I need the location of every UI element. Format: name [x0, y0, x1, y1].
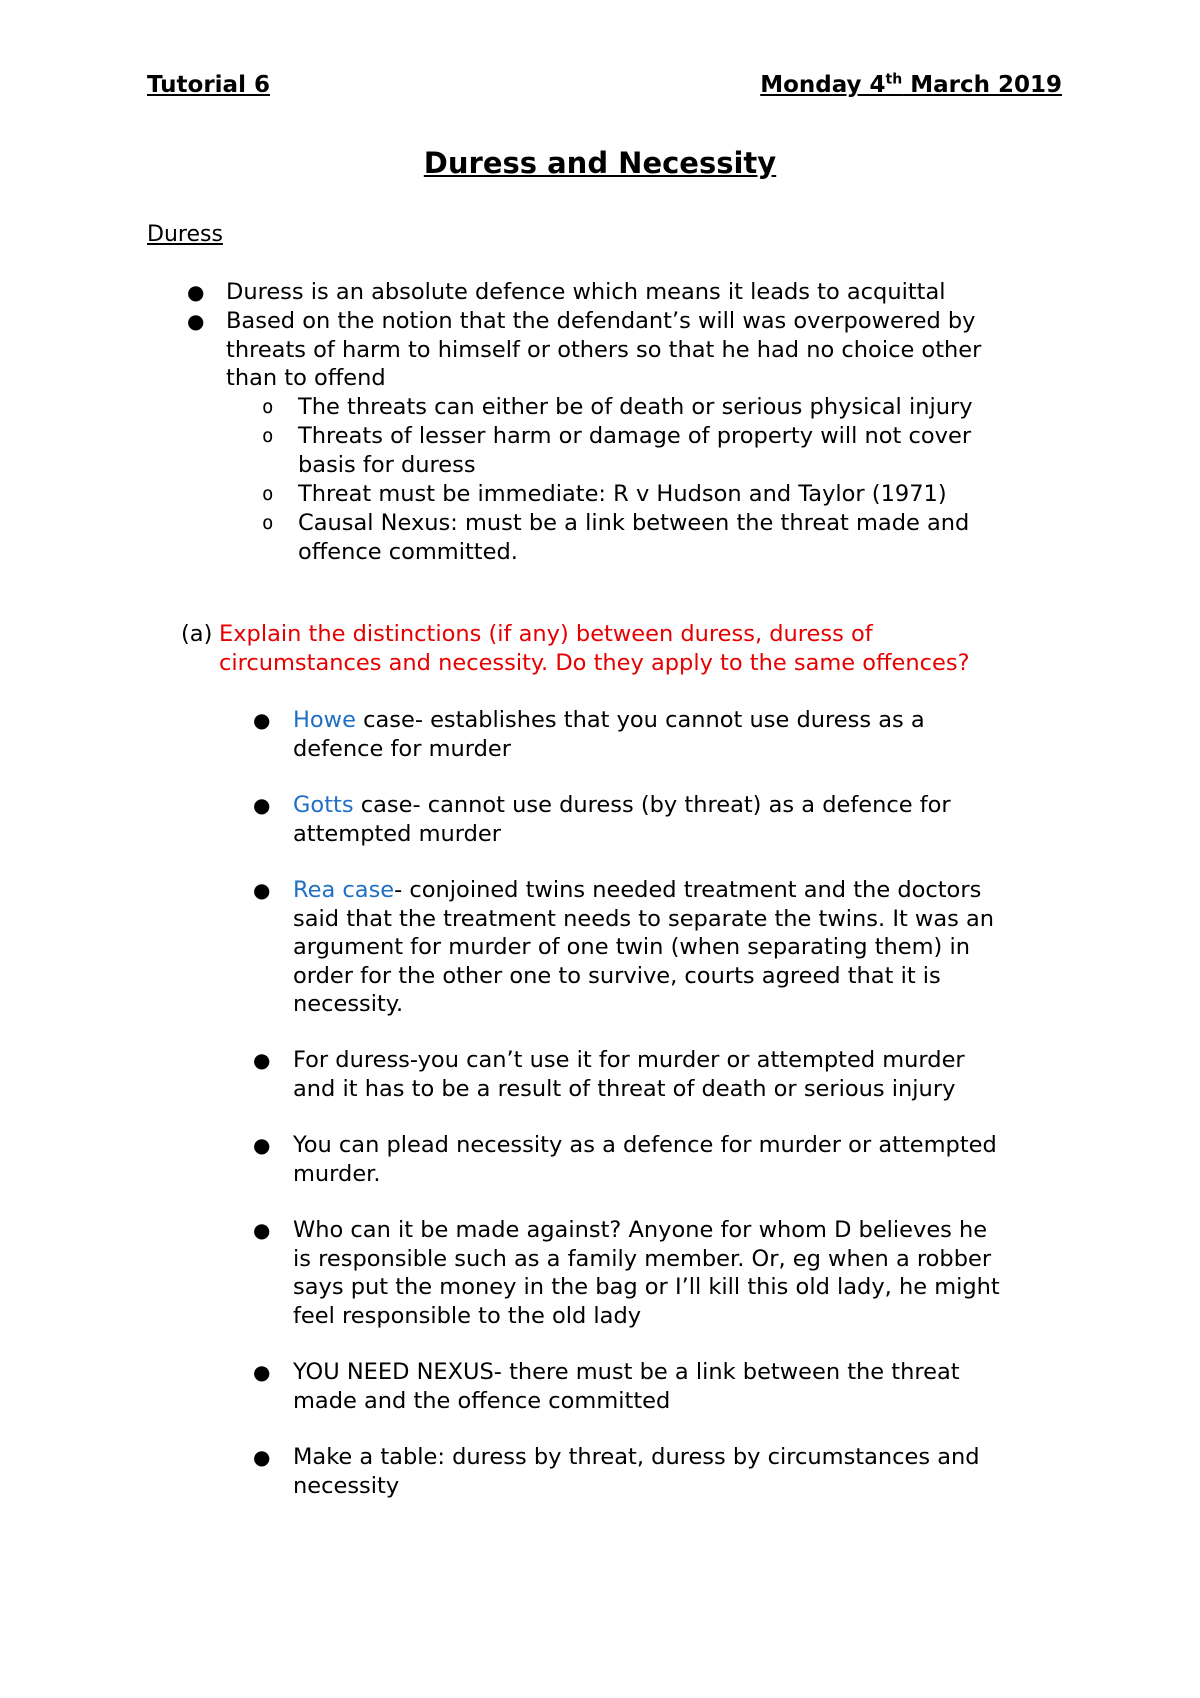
list-item-text: Who can it be made against? Anyone for whom D believes he [293, 1217, 988, 1243]
question-text [219, 620, 970, 677]
sub-bullet-icon: o [262, 512, 274, 534]
bullet-icon: ● [187, 280, 205, 304]
list-item-text: says put the money in the bag or I’ll kill this old lady, he might [293, 1274, 1000, 1300]
list-item-text: Make a table: duress by threat, duress by circumstances and [293, 1444, 980, 1470]
case-name-gotts: Gotts [293, 792, 354, 818]
list-item-text: threats of harm to himself or others so that he had no choice other [226, 336, 982, 363]
list-item-text: You can plead necessity as a defence for murder or attempted [293, 1132, 997, 1158]
list-item [293, 1046, 965, 1103]
list-item-text: For duress-you can’t use it for murder or attempted murder [293, 1047, 965, 1073]
list-item-text: YOU NEED NEXUS- there must be a link between the threat [293, 1359, 960, 1385]
bullet-icon: ● [253, 1360, 271, 1384]
list-item-text: feel responsible to the old lady [293, 1302, 642, 1329]
list-item-text: murder. [293, 1160, 381, 1187]
list-item-text: necessity. [293, 991, 404, 1017]
bullet-icon: ● [253, 793, 271, 817]
sub-list-item-text: Causal Nexus: must be a link between the threat made and [298, 510, 970, 536]
sub-list-item [298, 393, 973, 422]
list-item [293, 791, 951, 848]
list-item-text: argument for murder of one twin (when separating them) in [293, 934, 970, 960]
bullet-icon: ● [253, 1445, 271, 1469]
list-item-text: defence for murder [293, 735, 512, 762]
list-item-text: - conjoined twins needed treatment and the doctors [394, 877, 982, 903]
sub-list-item-text: Threat must be immediate: R v Hudson and Taylor (1971) [298, 481, 947, 507]
bullet-icon: ● [253, 1133, 271, 1157]
sub-bullet-icon: o [262, 483, 274, 505]
bullet-icon: ● [187, 309, 205, 333]
bullet-icon: ● [253, 708, 271, 732]
list-item [293, 1358, 960, 1415]
section-heading-duress: Duress [147, 222, 223, 247]
date-prefix: Monday 4 [760, 72, 886, 98]
list-item [293, 876, 994, 1019]
case-name-howe: Howe [293, 707, 356, 733]
list-item-text: Duress is an absolute defence which means it leads to acquittal [226, 279, 946, 305]
sub-list-item [298, 480, 947, 509]
list-item [293, 1443, 980, 1500]
list-item [226, 278, 946, 307]
date-label [760, 72, 1062, 98]
sub-list-item-text: offence committed. [298, 538, 518, 565]
list-item-text: necessity [293, 1472, 400, 1499]
list-item-text: than to offend [226, 365, 386, 391]
sub-list-item [298, 422, 971, 479]
date-superscript: th [885, 71, 903, 88]
list-item-text: made and the offence committed [293, 1387, 671, 1414]
list-item-text: case- cannot use duress (by threat) as a defence for [353, 792, 951, 818]
list-item-text: case- establishes that you cannot use duress as a [355, 707, 925, 733]
sub-list-item [298, 509, 969, 566]
case-name-rea: Rea case [293, 877, 395, 903]
list-item-text: said that the treatment needs to separate the twins. It was an [293, 905, 995, 932]
sub-list-item-text: Threats of lesser harm or damage of property will not cover [298, 423, 972, 449]
bullet-icon: ● [253, 878, 271, 902]
list-item-text: attempted murder [293, 820, 501, 847]
list-item [293, 1216, 1000, 1330]
sub-bullet-icon: o [262, 396, 274, 418]
list-item [293, 1131, 997, 1188]
list-item-text: is responsible such as a family member. Or, eg when a robber [293, 1245, 992, 1272]
question-label: (a) [181, 621, 213, 647]
list-item [293, 706, 925, 763]
question-line: Explain the distinctions (if any) between duress, duress of [219, 621, 873, 647]
sub-bullet-icon: o [262, 425, 274, 447]
list-item-text: order for the other one to survive, courts agreed that it is [293, 962, 941, 989]
sub-list-item-text: basis for duress [298, 451, 476, 478]
question-line: circumstances and necessity. Do they apply to the same offences? [219, 649, 970, 676]
list-item-text: Based on the notion that the defendant’s will was overpowered by [226, 308, 976, 334]
list-item-text: and it has to be a result of threat of death or serious injury [293, 1075, 956, 1102]
tutorial-label: Tutorial 6 [147, 72, 270, 98]
bullet-icon: ● [253, 1048, 271, 1072]
sub-list-item-text: The threats can either be of death or serious physical injury [298, 394, 973, 420]
page-title: Duress and Necessity [423, 146, 777, 180]
list-item [226, 307, 981, 393]
date-suffix: March 2019 [902, 72, 1062, 98]
bullet-icon: ● [253, 1218, 271, 1242]
